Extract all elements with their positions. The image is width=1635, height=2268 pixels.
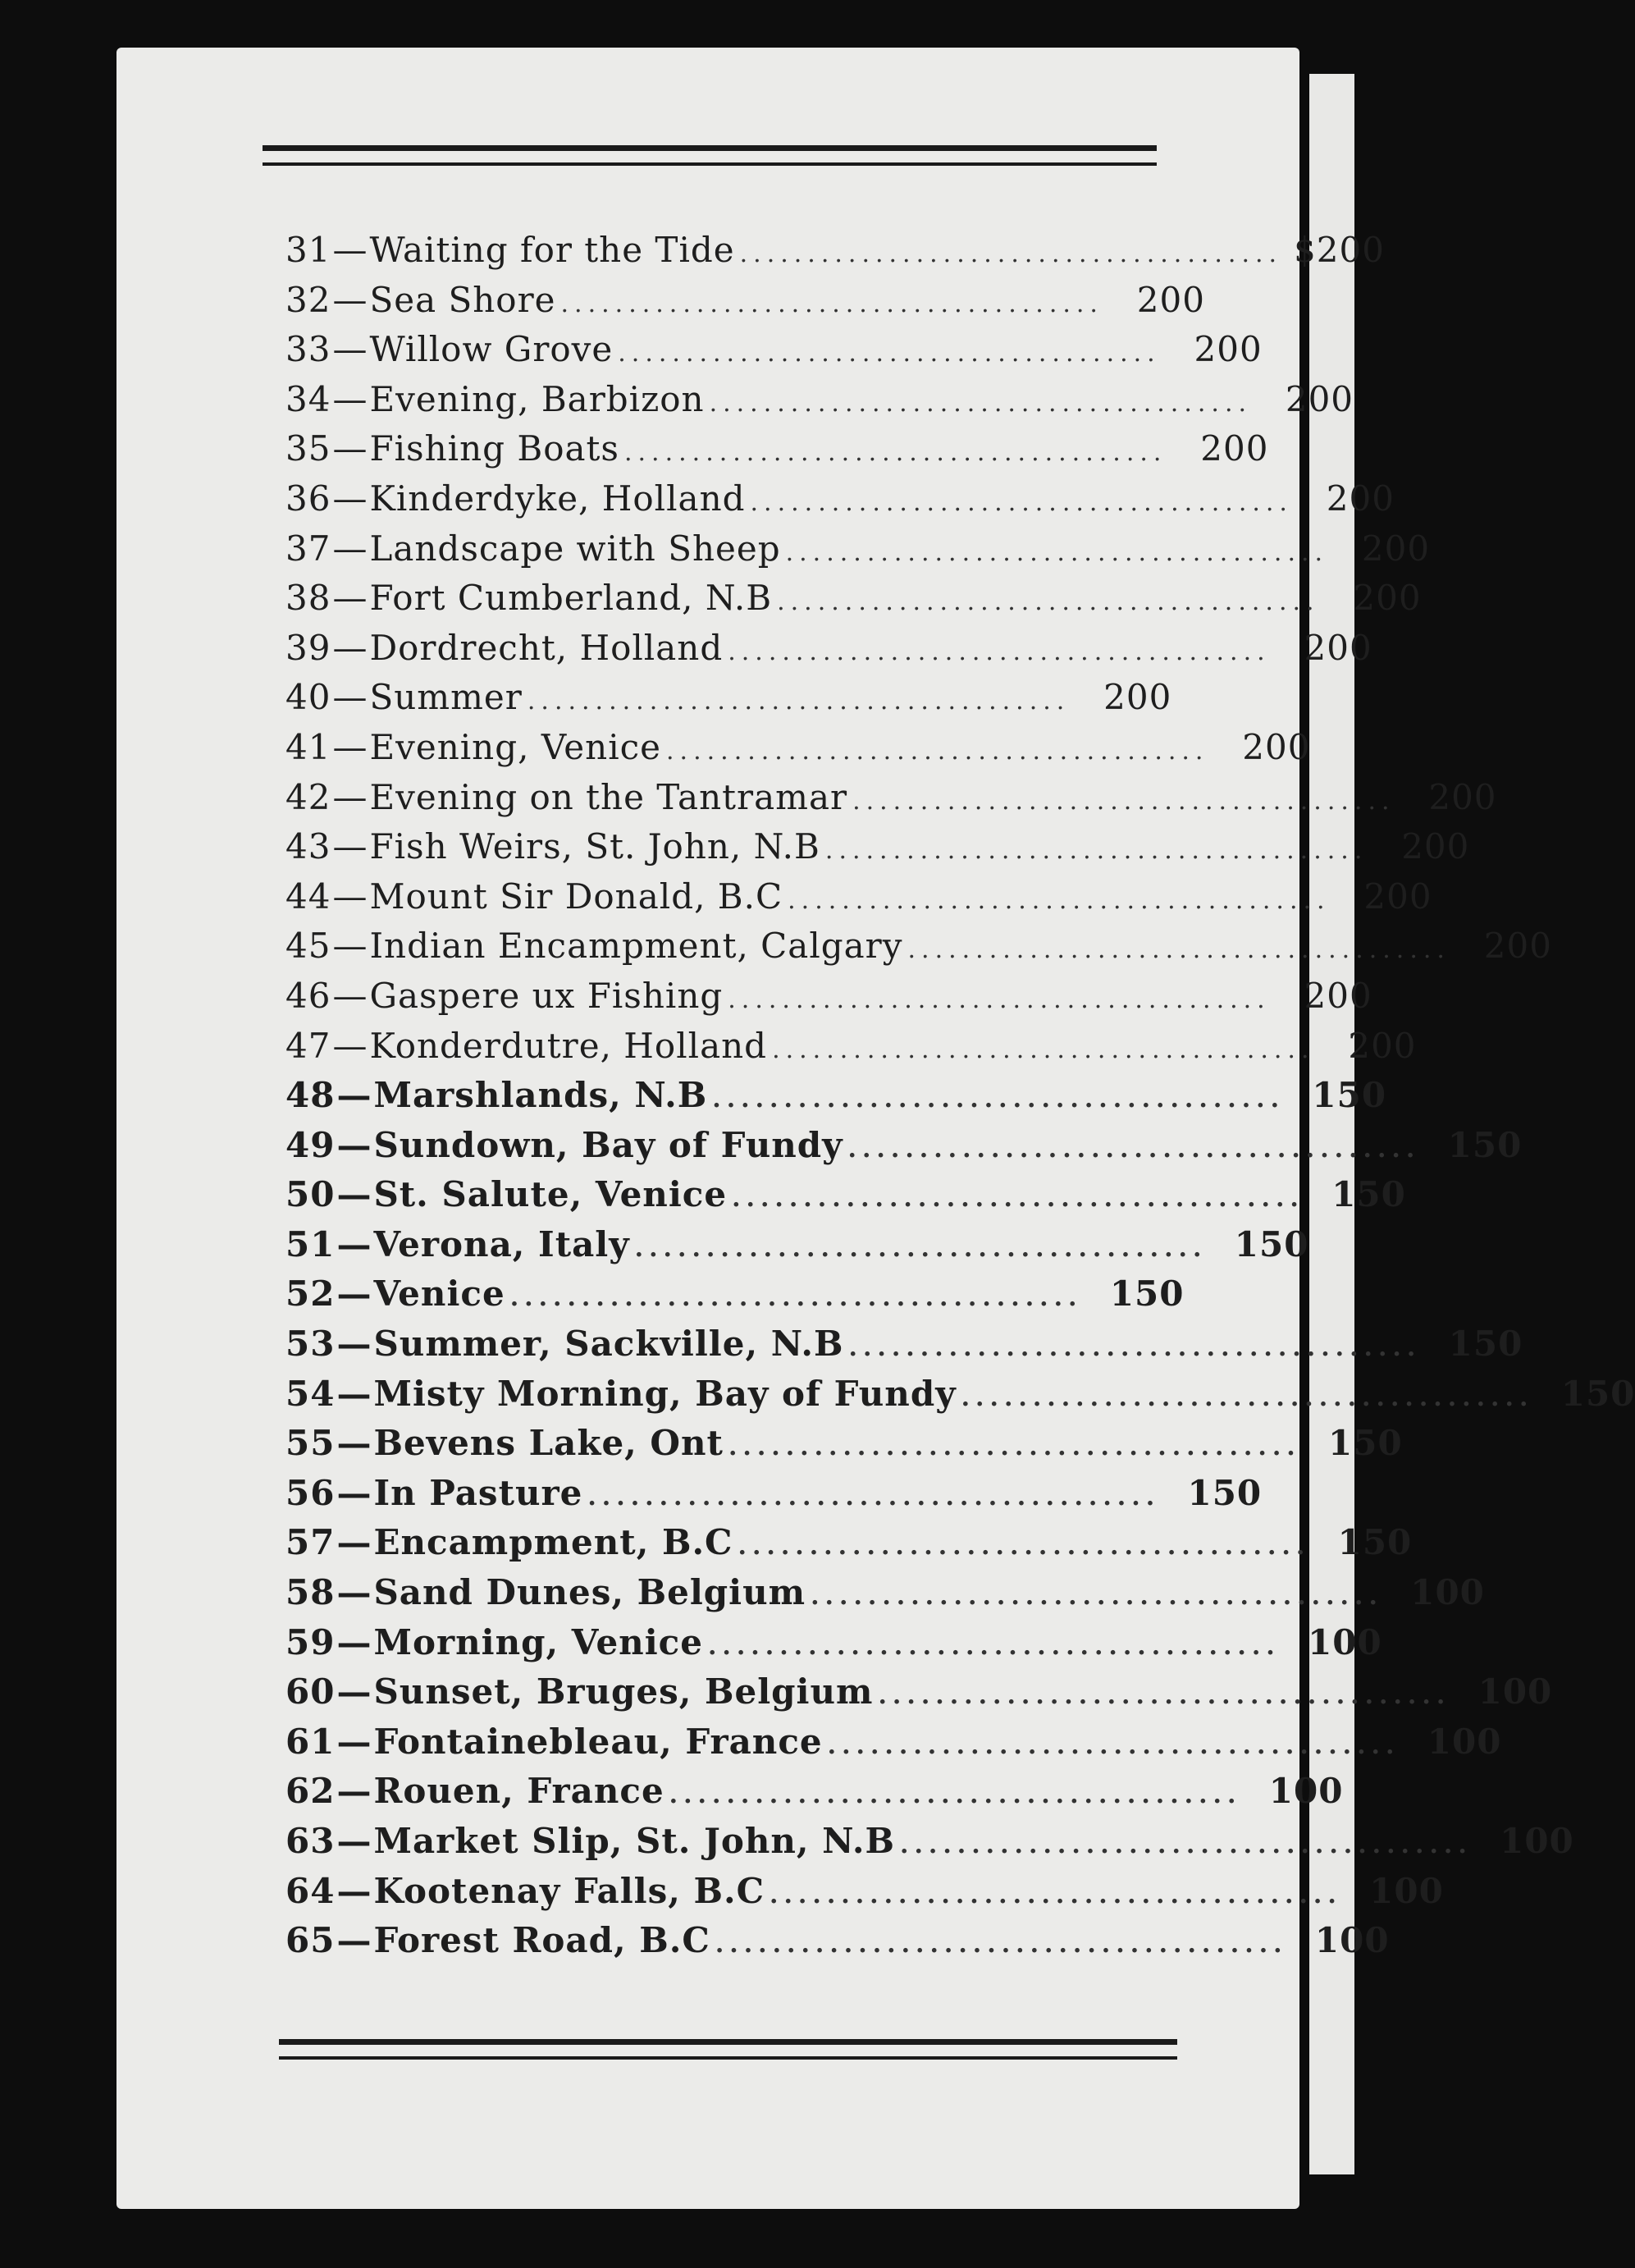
item-title: Encampment, B.C [373,1522,733,1563]
item-number: 37 [285,528,331,569]
item-number: 64 [285,1870,336,1911]
dot-leader: ........................................ [824,836,1368,866]
item-title: Sundown, Bay of Fundy [373,1124,843,1165]
item-number: 50 [285,1174,336,1215]
list-item [285,1572,1485,1622]
list-item [285,329,1263,379]
list-item [285,1920,1390,1970]
item-number: 42 [285,776,331,817]
item-price: 200 [1285,378,1354,419]
item-price: 150 [1447,1124,1523,1165]
item-number: 31 [285,230,331,270]
list-item [285,1373,1635,1424]
dot-leader: ........................................ [709,388,1253,418]
em-dash: — [332,627,368,668]
em-dash: — [336,1870,372,1911]
item-price: 200 [1401,826,1470,867]
item-number: 49 [285,1124,336,1165]
em-dash: — [336,1373,372,1414]
item-number: 51 [285,1223,336,1264]
item-number: 58 [285,1572,336,1613]
item-title: Kinderdyke, Holland [369,478,746,519]
item-number: 59 [285,1621,336,1662]
em-dash: — [336,1920,372,1961]
item-price: 150 [1187,1472,1263,1513]
list-item [285,1423,1403,1473]
item-number: 60 [285,1671,336,1712]
item-title: Fort Cumberland, N.B [369,578,773,619]
em-dash: — [332,230,368,270]
dot-leader: ........................................ [712,1085,1286,1114]
top-double-rule [263,145,1157,166]
item-title: Kootenay Falls, B.C [373,1870,765,1911]
list-item [285,1025,1417,1076]
item-price: 150 [1560,1373,1635,1414]
item-title: Verona, Italy [373,1223,630,1264]
item-number: 39 [285,627,331,668]
list-item [285,378,1354,429]
list-item [285,1124,1523,1175]
dot-leader: ........................................ [732,1184,1304,1214]
list-item [285,826,1470,876]
list-item [285,776,1497,827]
item-number: 65 [285,1920,336,1961]
item-number: 43 [285,826,331,867]
item-title: Market Slip, St. John, N.B [373,1821,895,1861]
item-title: Fontainebleau, France [373,1721,823,1762]
em-dash: — [336,1771,372,1812]
bottom-double-rule [279,2039,1177,2060]
dot-leader: ........................................ [618,339,1161,368]
item-title: Konderdutre, Holland [369,1025,768,1066]
dot-leader: ........................................ [728,637,1271,666]
em-dash: — [336,1075,372,1116]
list-item [285,1771,1344,1821]
em-dash: — [336,1821,372,1861]
dot-leader: ........................................ [777,588,1320,617]
item-number: 32 [285,279,331,320]
item-title: Summer [369,677,523,718]
dot-leader: ........................................ [560,289,1103,318]
item-title: Evening, Venice [369,726,662,767]
item-number: 36 [285,478,331,519]
item-title: Mount Sir Donald, B.C [369,876,783,917]
dot-leader: ........................................ [509,1283,1083,1313]
dot-leader: ........................................ [587,1482,1161,1511]
item-number: 54 [285,1373,336,1414]
dot-leader: ........................................ [788,885,1331,915]
dot-leader: ........................................ [878,1681,1451,1711]
em-dash: — [332,279,368,320]
em-dash: — [336,1223,372,1264]
list-item [285,279,1205,330]
item-title: Indian Encampment, Calgary [369,926,903,967]
item-price: 100 [1268,1771,1344,1812]
list-item [285,876,1432,926]
dot-leader: ........................................ [728,985,1271,1014]
item-price: 200 [1200,428,1269,469]
item-price: 200 [1194,329,1263,370]
em-dash: — [336,1423,372,1464]
dot-leader: ........................................ [785,537,1329,567]
em-dash: — [336,1324,372,1365]
em-dash: — [336,1671,372,1712]
list-item [285,528,1431,578]
em-dash: — [332,726,368,767]
list-item [285,1621,1382,1672]
list-item [285,926,1552,976]
dot-leader: ........................................ [666,736,1209,766]
item-title: Landscape with Sheep [369,528,781,569]
dot-leader: ........................................ [728,1433,1301,1462]
item-title: Forest Road, B.C [373,1920,710,1961]
em-dash: — [332,1025,368,1066]
item-title: Bevens Lake, Ont [373,1423,724,1464]
dot-leader: ........................................ [907,935,1450,965]
em-dash: — [332,876,368,917]
dot-leader: ........................................ [847,1134,1421,1164]
item-number: 33 [285,329,331,370]
item-price: 200 [1103,677,1172,718]
item-title: Willow Grove [369,329,614,370]
item-price: 150 [1109,1273,1185,1315]
list-item [285,478,1395,528]
item-number: 40 [285,677,331,718]
em-dash: — [332,428,368,469]
dot-leader: ........................................ [634,1233,1208,1263]
list-item [285,627,1372,678]
em-dash: — [336,1522,372,1563]
list-item [285,726,1311,777]
em-dash: — [336,1721,372,1762]
item-number: 52 [285,1273,336,1315]
em-dash: — [332,677,368,718]
item-price: 200 [1304,975,1372,1016]
item-price: 150 [1328,1423,1403,1464]
list-item [285,1472,1263,1523]
dot-leader: ........................................ [669,1781,1242,1810]
item-title: Evening on the Tantramar [369,776,848,817]
item-title: Waiting for the Tide [369,230,735,270]
item-title: Misty Morning, Bay of Fundy [373,1373,957,1414]
list-item [285,578,1422,628]
em-dash: — [332,578,368,619]
item-price: 150 [1312,1075,1387,1116]
item-title: Fishing Boats [369,428,619,469]
dot-leader: ........................................ [852,786,1395,816]
em-dash: — [332,378,368,419]
item-title: Sand Dunes, Belgium [373,1572,806,1613]
list-item [285,1821,1574,1871]
item-title: Sunset, Bruges, Belgium [373,1671,874,1712]
list-item [285,1870,1444,1921]
item-number: 61 [285,1721,336,1762]
item-title: Dordrecht, Holland [369,627,724,668]
dot-leader: ........................................ [827,1731,1400,1760]
item-number: 46 [285,975,331,1016]
item-price: 200 [1242,726,1311,767]
item-price: 200 [1348,1025,1417,1066]
list-item [285,677,1171,727]
item-price: 200 [1304,627,1372,668]
em-dash: — [332,826,368,867]
item-price: 100 [1500,1821,1574,1861]
list-item [285,1223,1309,1274]
dot-leader: ........................................ [707,1631,1281,1661]
em-dash: — [332,975,368,1016]
item-title: Gaspere ux Fishing [369,975,724,1016]
item-title: Sea Shore [369,279,556,320]
list-item [285,1174,1406,1224]
item-price: 150 [1337,1522,1413,1563]
em-dash: — [336,1174,372,1215]
dot-leader: ........................................ [715,1930,1288,1959]
item-number: 62 [285,1771,336,1812]
em-dash: — [332,329,368,370]
list-item [285,1075,1387,1125]
dot-leader: ........................................ [527,687,1071,716]
item-price: 200 [1483,926,1552,967]
em-dash: — [336,1273,372,1315]
list-item [285,428,1269,478]
dot-leader: ........................................ [623,438,1167,468]
dot-leader: ........................................ [961,1383,1534,1412]
item-price: 200 [1353,578,1422,619]
item-price: 150 [1448,1324,1523,1365]
item-price: 100 [1427,1721,1502,1762]
em-dash: — [332,528,368,569]
item-title: Venice [373,1273,505,1315]
dot-leader: ........................................ [772,1035,1315,1064]
item-title: Fish Weirs, St. John, N.B [369,826,820,867]
item-number: 34 [285,378,331,419]
list-item [285,1522,1413,1572]
dot-leader: ........................................ [739,240,1283,268]
list-item [285,1671,1553,1722]
dot-leader: ........................................ [811,1582,1383,1612]
item-price: 200 [1326,478,1395,519]
item-price: 100 [1410,1572,1485,1613]
item-number: 38 [285,578,331,619]
em-dash: — [336,1472,372,1513]
item-price: 200 [1361,528,1431,569]
item-price: 100 [1314,1920,1390,1961]
item-price: 200 [1428,776,1497,817]
item-price: 100 [1477,1671,1553,1712]
list-item [285,975,1372,1026]
dot-leader: ........................................ [848,1333,1422,1363]
item-price: 150 [1331,1174,1406,1215]
item-number: 48 [285,1075,336,1116]
item-number: 55 [285,1423,336,1464]
item-number: 35 [285,428,331,469]
item-number: 57 [285,1522,336,1563]
item-title: St. Salute, Venice [373,1174,728,1215]
item-price: $200 [1294,230,1385,270]
em-dash: — [332,776,368,817]
list-item [285,230,1385,280]
item-number: 53 [285,1324,336,1365]
item-title: Evening, Barbizon [369,378,705,419]
item-number: 56 [285,1472,336,1513]
item-price: 150 [1234,1223,1309,1264]
item-number: 41 [285,726,331,767]
dot-leader: ........................................ [770,1880,1342,1909]
item-number: 44 [285,876,331,917]
item-price: 100 [1369,1870,1444,1911]
em-dash: — [336,1124,372,1165]
price-list [285,230,1635,1970]
item-number: 63 [285,1821,336,1861]
list-item [285,1721,1502,1772]
item-title: Rouen, France [373,1771,665,1812]
em-dash: — [332,926,368,967]
item-price: 200 [1363,876,1432,917]
item-title: Morning, Venice [373,1621,703,1662]
item-title: In Pasture [373,1472,583,1513]
item-price: 200 [1136,279,1205,320]
item-price: 100 [1308,1621,1382,1662]
em-dash: — [336,1621,372,1662]
dot-leader: ........................................ [900,1831,1473,1859]
item-title: Summer, Sackville, N.B [373,1324,844,1365]
list-item [285,1273,1185,1324]
item-number: 45 [285,926,331,967]
em-dash: — [332,478,368,519]
item-title: Marshlands, N.B [373,1075,708,1116]
list-item [285,1324,1523,1374]
dot-leader: ........................................ [750,487,1293,517]
item-number: 47 [285,1025,331,1066]
em-dash: — [336,1572,372,1613]
dot-leader: ........................................ [738,1532,1311,1562]
